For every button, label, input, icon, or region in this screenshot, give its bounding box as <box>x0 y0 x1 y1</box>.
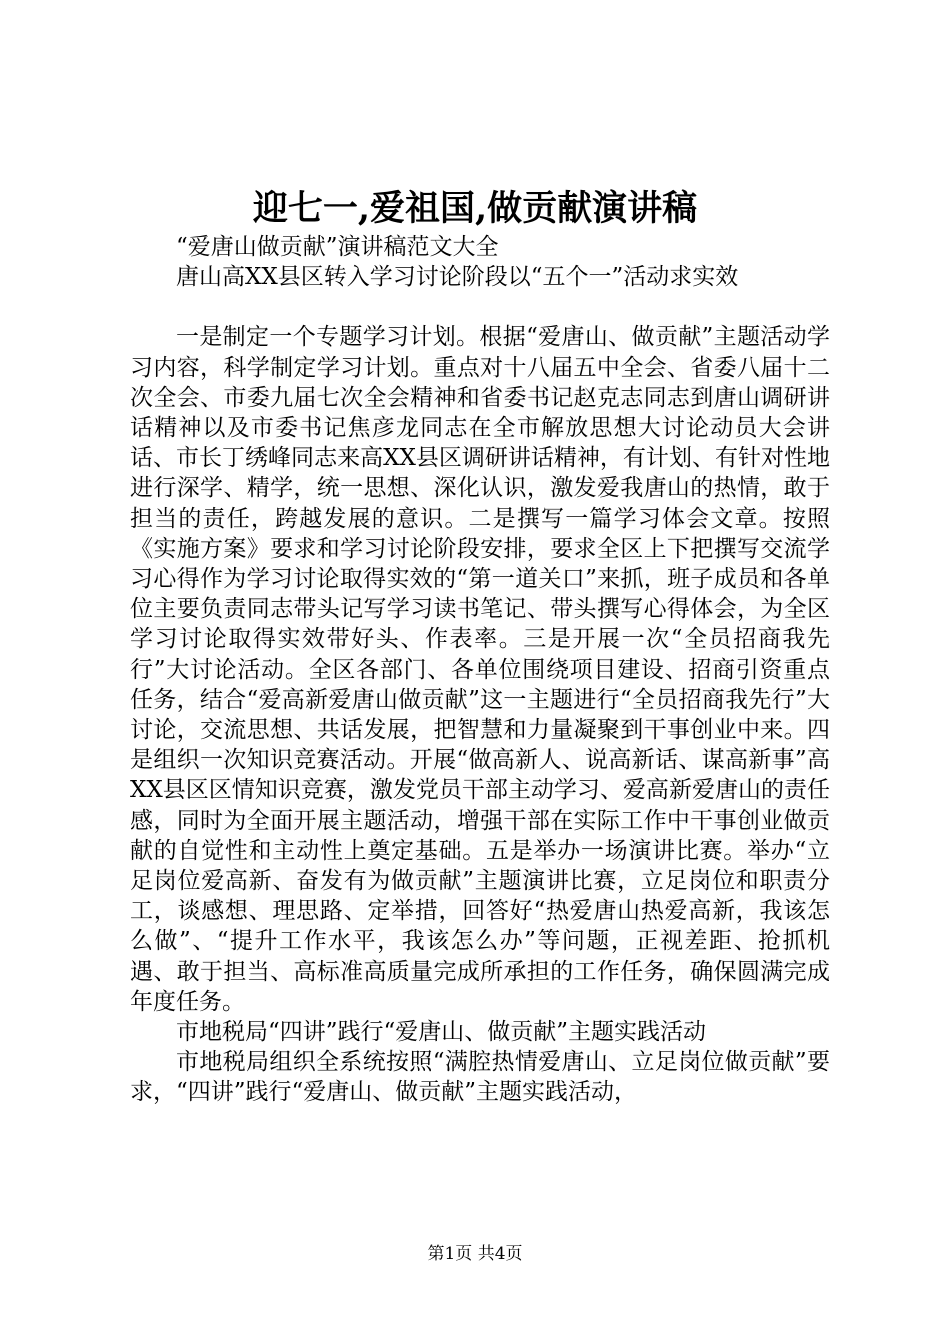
document-body <box>130 232 830 1108</box>
page-footer: 第1页 共4页 <box>427 1244 523 1264</box>
paragraph-tax: 市地税局组织全系统按照“满腔热情爱唐山、立足岗位做贡献”要求，“四讲”践行“爱唐山、做贡献”主题实践活动， <box>130 1049 830 1106</box>
paragraph-main: 一是制定一个专题学习计划。根据“爱唐山、做贡献”主题活动学习内容，科学制定学习计划。重点对十八届五中全会、省委八届十二次全会、市委九届七次全会精神和省委书记赵克志同志到唐山调研讲话精神以及市委书记焦彦龙同志在全市解放思想大讨论动员大会讲话、市长丁绣峰同志来高XX县区调研讲话精神，有计划、有针对性地进行深学、精学，统一思想、深化认识，激发爱我唐山的热情，敢于担当的责任，跨越发展的意识。二是撰写一篇学习体会文章。按照《实施方案》要求和学习讨论阶段安排，要求全区上下把撰写交流学习心得作为学习讨论取得实效的“第一道关口”来抓，班子成员和各单位主要负责同志带头记写学习读书笔记、带头撰写心得体会，为全区学习讨论取得实效带好头、作表率。三是开展一次“全员招商我先行”大讨论活动。全区各部门、各单位围绕项目建设、招商引资重点任务，结合“爱高新爱唐山做贡献”这一主题进行“全员招商我先行”大讨论，交流思想、共话发展，把智慧和力量凝聚到干事创业中来。四是组织一次知识竞赛活动。开展“做高新人、说高新话、谋高新事”高XX县区区情知识竞赛，激发党员干部主动学习、爱高新爱唐山的责任感，同时为全面开展主题活动，增强干部在实际工作中干事创业做贡献的自觉性和主动性上奠定基础。五是举办一场演讲比赛。举办“立足岗位爱高新、奋发有为做贡献”主题演讲比赛，立足岗位和职责分工，谈感想、理思路、定举措，回答好“热爱唐山热爱高新，我该怎么做”、“提升工作水平，我该怎么办”等问题，正视差距、抢抓机遇、敢于担当、高标准高质量完成所承担的工作任务，确保圆满完成年度任务。 <box>130 324 830 1015</box>
paragraph-subtitle-2: 唐山高XX县区转入学习讨论阶段以“五个一”活动求实效 <box>176 264 739 291</box>
document-title: 迎七一,爱祖国,做贡献演讲稿 <box>252 188 698 229</box>
paragraph-heading-tax: 市地税局“四讲”践行“爱唐山、做贡献”主题实践活动 <box>176 1019 707 1046</box>
paragraph-subtitle-1: “爱唐山做贡献”演讲稿范文大全 <box>176 234 499 260</box>
